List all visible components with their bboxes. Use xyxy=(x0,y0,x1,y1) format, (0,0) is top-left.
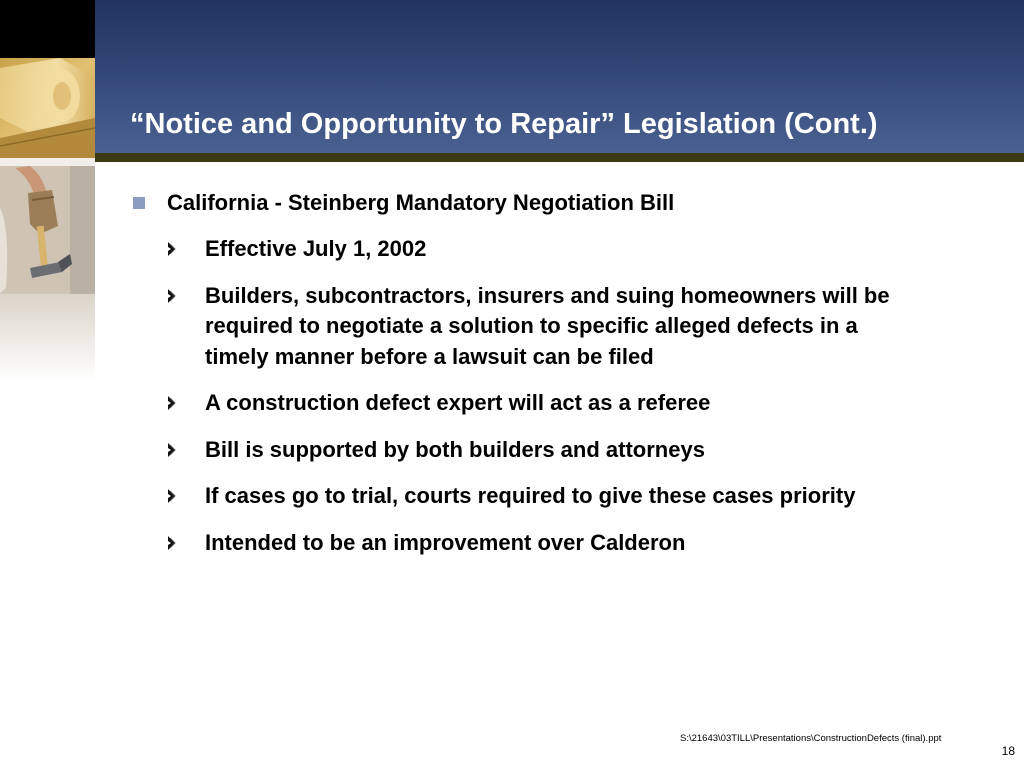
sub-bullet-item xyxy=(130,234,920,265)
page-number: 18 xyxy=(1001,744,1015,758)
main-bullet-text: California - Steinberg Mandatory Negotiation Bill xyxy=(167,190,675,215)
square-bullet-icon xyxy=(133,197,145,209)
sub-bullet-text: Effective July 1, 2002 xyxy=(205,236,427,261)
sub-bullet-item xyxy=(130,528,920,559)
sub-bullet-item xyxy=(130,435,920,466)
slide-content xyxy=(130,188,950,574)
sub-bullet-text: A construction defect expert will act as a referee xyxy=(205,390,711,415)
header-divider-rule xyxy=(95,153,1024,162)
sub-bullet-text: Intended to be an improvement over Calderon xyxy=(205,529,686,555)
chevron-bullet-icon xyxy=(167,440,177,460)
sub-bullet-list xyxy=(130,234,950,558)
sub-bullet-item xyxy=(130,281,920,373)
sub-bullet-text: Bill is supported by both builders and attorneys xyxy=(205,436,705,462)
sub-bullet-text: Builders, subcontractors, insurers and suing homeowners will be required to negotiate a solution to specific alleged defects in a timely manner before a lawsuit can be filed xyxy=(205,282,890,369)
sub-bullet-text: If cases go to trial, courts required to give these cases priority xyxy=(205,483,856,508)
sub-bullet-item xyxy=(130,481,920,512)
chevron-bullet-icon xyxy=(167,486,177,506)
main-bullet-item xyxy=(130,188,950,218)
black-corner-block xyxy=(0,0,95,58)
sub-bullet-item xyxy=(130,388,920,419)
chevron-bullet-icon xyxy=(167,533,177,553)
chevron-bullet-icon xyxy=(167,239,177,259)
chevron-bullet-icon xyxy=(167,393,177,413)
construction-photo xyxy=(0,58,95,380)
decorative-photo-strip xyxy=(0,0,95,380)
footer-file-path: S:\21643\03TILL\Presentations\ConstructionDefects (final).ppt xyxy=(680,733,942,744)
chevron-bullet-icon xyxy=(167,286,177,306)
slide-title: “Notice and Opportunity to Repair” Legislation (Cont.) xyxy=(130,108,878,140)
